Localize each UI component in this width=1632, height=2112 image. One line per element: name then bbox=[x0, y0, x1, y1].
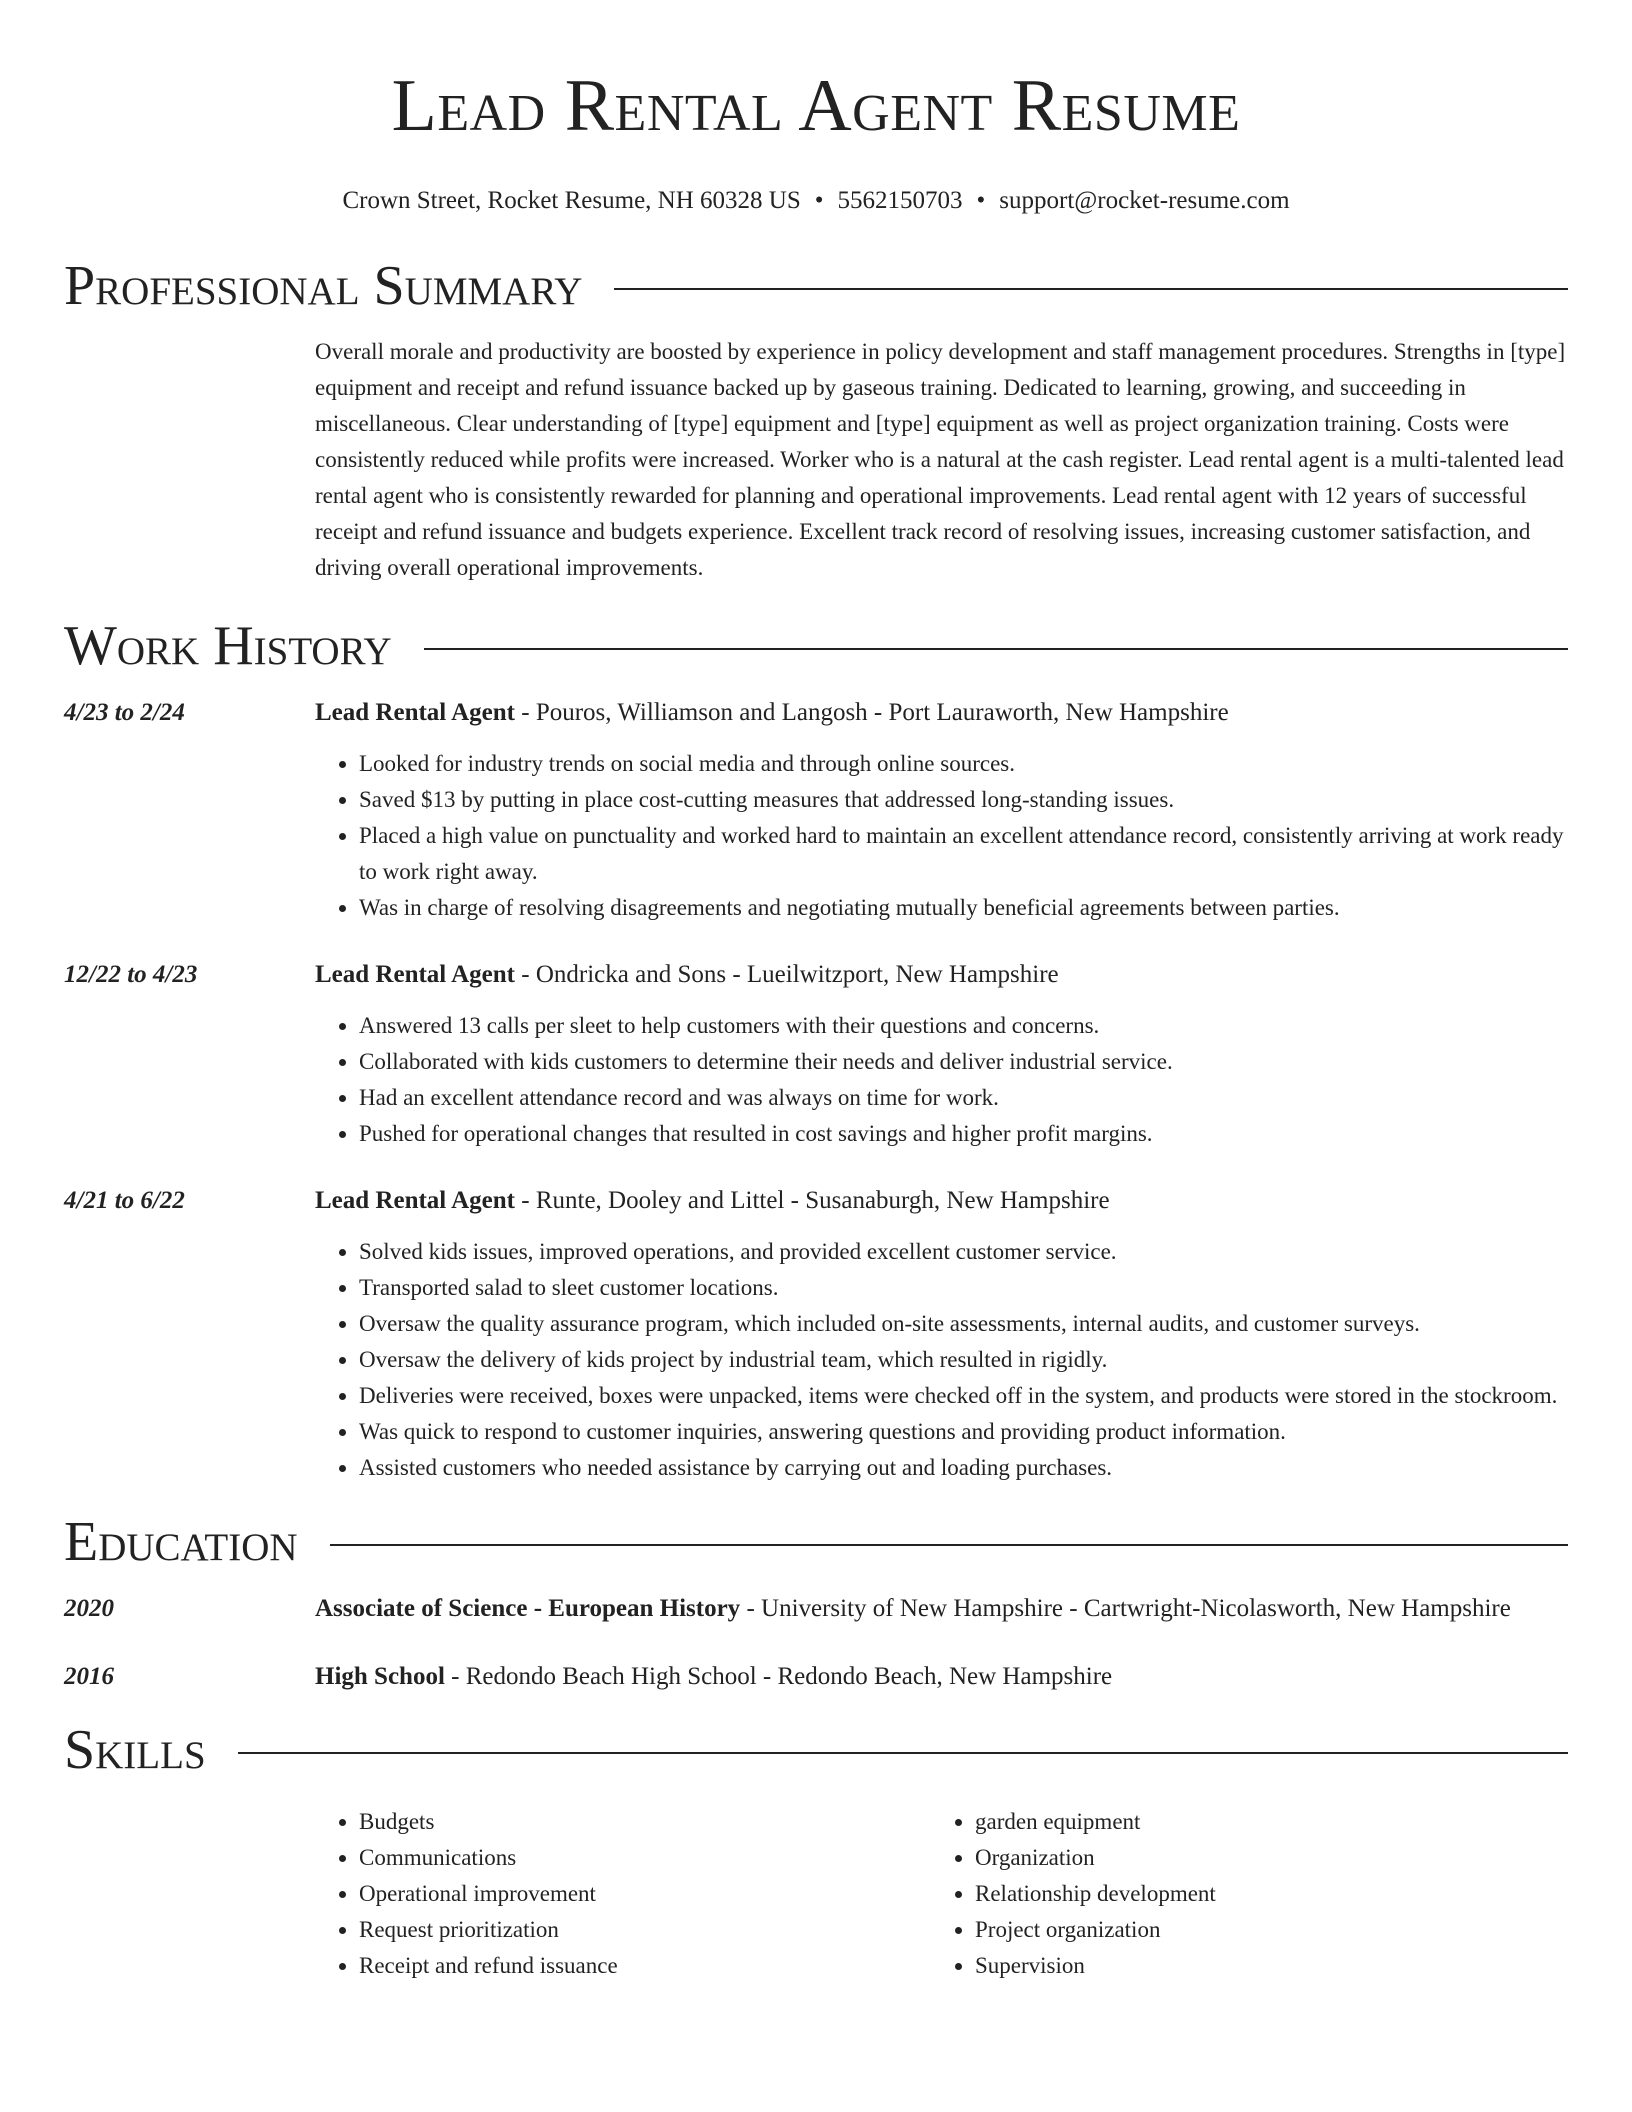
job-header bbox=[315, 694, 1568, 732]
section-divider bbox=[330, 1544, 1568, 1546]
job-employer: - Ondricka and Sons - Lueilwitzport, New Hampshire bbox=[515, 961, 1059, 988]
education-entry bbox=[64, 1658, 1568, 1696]
degree-name: High School bbox=[315, 1663, 445, 1690]
section-divider bbox=[424, 648, 1568, 650]
skill-item: • Organization bbox=[975, 1840, 1515, 1876]
list-item: • Oversaw the quality assurance program, which included on-site assessments, internal audits, and customer surveys. bbox=[359, 1306, 1568, 1342]
skill-item: • Relationship development bbox=[975, 1876, 1515, 1912]
job-header bbox=[315, 1182, 1568, 1220]
summary-text: Overall morale and productivity are boosted by experience in policy development and staff management procedures. Strengths in [type] equipment and receipt and refund issuance backed up by gaseous training. Dedicated to learning, growing, and succeeding in miscellaneous. Clear understanding of [type] equipment and [type] equipment as well as project organization training. Costs were consistently reduced while profits were increased. Worker who is a natural at the cash register. Lead rental agent is a multi-talented lead rental agent who is consistently rewarded for planning and operational improvements. Lead rental agent with 12 years of successful receipt and refund issuance and budgets experience. Excellent track record of resolving issues, increasing customer satisfaction, and driving overall operational improvements. bbox=[315, 339, 1566, 580]
list-item: • Solved kids issues, improved operations, and provided excellent customer service. bbox=[359, 1234, 1568, 1270]
school-info: - Redondo Beach High School - Redondo Beach, New Hampshire bbox=[444, 1663, 1113, 1690]
job-dates: 4/23 to 2/24 bbox=[64, 699, 185, 726]
resume-page bbox=[64, 0, 1568, 1984]
skills-column-right bbox=[931, 1804, 1515, 1984]
job-title: Lead Rental Agent bbox=[315, 961, 515, 988]
resume-title: Lead Rental Agent Resume bbox=[391, 65, 1241, 147]
education-details bbox=[315, 1590, 1568, 1628]
contact-separator: • bbox=[814, 187, 824, 214]
job-bullets bbox=[315, 1234, 1568, 1486]
list-item: • Collaborated with kids customers to determine their needs and deliver industrial service. bbox=[359, 1044, 1568, 1080]
contact-address: Crown Street, Rocket Resume, NH 60328 US bbox=[342, 187, 801, 214]
skill-item: • Project organization bbox=[975, 1912, 1515, 1948]
job-title: Lead Rental Agent bbox=[315, 699, 515, 726]
section-divider bbox=[238, 1752, 1568, 1754]
list-item: • Placed a high value on punctuality and worked hard to maintain an excellent attendance record, consistently arriving at work ready to work right away. bbox=[359, 818, 1568, 890]
skill-item: • Supervision bbox=[975, 1948, 1515, 1984]
job-entry bbox=[64, 694, 1568, 926]
job-bullets bbox=[315, 1008, 1568, 1152]
education-year: 2016 bbox=[64, 1663, 114, 1690]
skill-item: • garden equipment bbox=[975, 1804, 1515, 1840]
job-dates: 12/22 to 4/23 bbox=[64, 961, 198, 988]
section-divider bbox=[614, 288, 1568, 290]
degree-name: Associate of Science - European History bbox=[315, 1595, 741, 1622]
education-section-header bbox=[64, 1508, 1568, 1576]
job-employer: - Runte, Dooley and Littel - Susanaburgh, New Hampshire bbox=[515, 1187, 1110, 1214]
list-item: • Had an excellent attendance record and was always on time for work. bbox=[359, 1080, 1568, 1116]
list-item: • Was quick to respond to customer inquiries, answering questions and providing product information. bbox=[359, 1414, 1568, 1450]
education-entry bbox=[64, 1590, 1568, 1628]
skill-item: • Receipt and refund issuance bbox=[359, 1948, 931, 1984]
list-item: • Answered 13 calls per sleet to help customers with their questions and concerns. bbox=[359, 1008, 1568, 1044]
list-item: • Looked for industry trends on social media and through online sources. bbox=[359, 746, 1568, 782]
list-item: • Deliveries were received, boxes were unpacked, items were checked off in the system, and products were stored in the stockroom. bbox=[359, 1378, 1568, 1414]
education-year: 2020 bbox=[64, 1595, 114, 1622]
job-employer: - Pouros, Williamson and Langosh - Port Lauraworth, New Hampshire bbox=[515, 699, 1229, 726]
contact-phone: 5562150703 bbox=[837, 187, 963, 214]
list-item: • Saved $13 by putting in place cost-cutting measures that addressed long-standing issues. bbox=[359, 782, 1568, 818]
work-section-header bbox=[64, 612, 1568, 680]
skill-item: • Operational improvement bbox=[359, 1876, 931, 1912]
skill-item: • Communications bbox=[359, 1840, 931, 1876]
education-details bbox=[315, 1658, 1568, 1696]
contact-line bbox=[64, 184, 1568, 218]
job-entry bbox=[64, 956, 1568, 1152]
contact-email: support@rocket-resume.com bbox=[999, 187, 1290, 214]
list-item: • Pushed for operational changes that resulted in cost savings and higher profit margins. bbox=[359, 1116, 1568, 1152]
summary-heading: Professional Summary bbox=[64, 255, 583, 317]
list-item: • Was in charge of resolving disagreements and negotiating mutually beneficial agreements between parties. bbox=[359, 890, 1568, 926]
list-item: • Oversaw the delivery of kids project by industrial team, which resulted in rigidly. bbox=[359, 1342, 1568, 1378]
contact-separator: • bbox=[976, 187, 986, 214]
job-bullets bbox=[315, 746, 1568, 926]
skills-column-left bbox=[315, 1804, 931, 1984]
work-heading: Work History bbox=[64, 615, 392, 677]
job-header bbox=[315, 956, 1568, 994]
education-heading: Education bbox=[64, 1511, 298, 1573]
school-info: - University of New Hampshire - Cartwright-Nicolasworth, New Hampshire bbox=[740, 1595, 1511, 1622]
job-dates: 4/21 to 6/22 bbox=[64, 1187, 185, 1214]
skills-section-header bbox=[64, 1716, 1568, 1784]
skill-item: • Budgets bbox=[359, 1804, 931, 1840]
list-item: • Transported salad to sleet customer locations. bbox=[359, 1270, 1568, 1306]
skills-heading: Skills bbox=[64, 1719, 206, 1781]
job-entry bbox=[64, 1182, 1568, 1486]
skills-list bbox=[315, 1804, 1568, 1984]
job-title: Lead Rental Agent bbox=[315, 1187, 515, 1214]
list-item: • Assisted customers who needed assistance by carrying out and loading purchases. bbox=[359, 1450, 1568, 1486]
skill-item: • Request prioritization bbox=[359, 1912, 931, 1948]
summary-section-header bbox=[64, 252, 1568, 320]
